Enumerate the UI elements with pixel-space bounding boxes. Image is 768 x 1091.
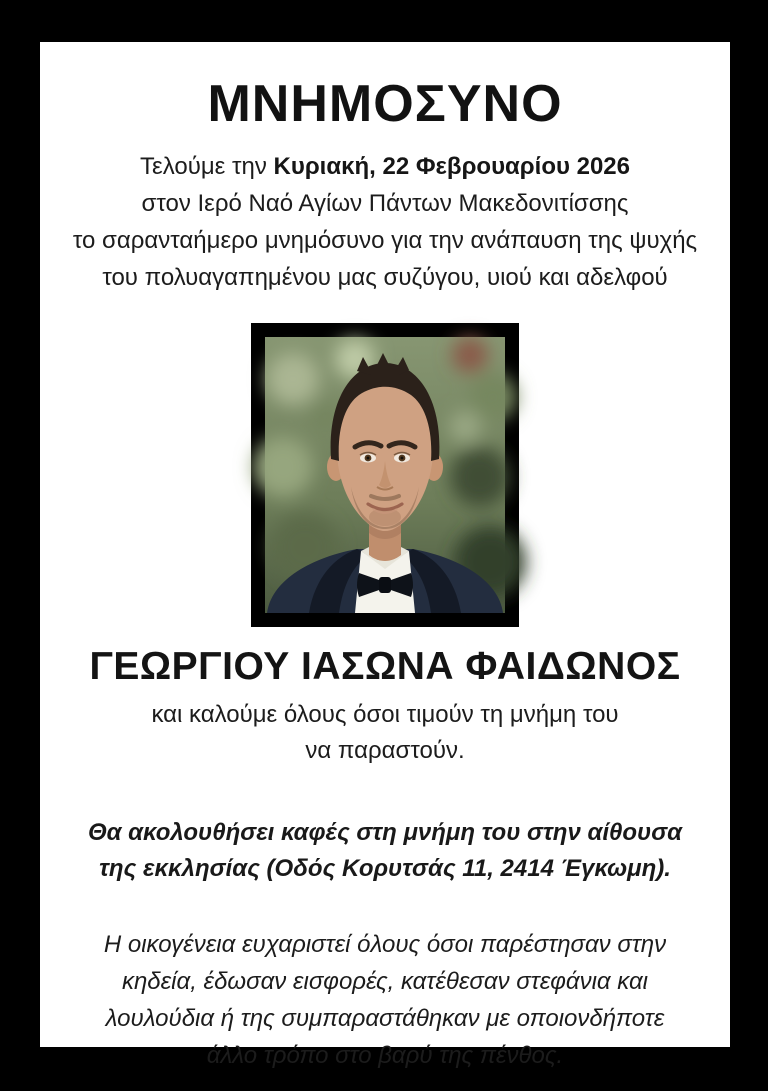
coffee-line2: της εκκλησίας (Οδός Κορυτσάς 11, 2414 Έγκωμη). — [99, 855, 671, 883]
thanks-line3: λουλούδια ή της συμπαραστάθηκαν με οποιονδήποτε — [105, 1005, 665, 1033]
thanks-line4: άλλο τρόπο στο βαρύ της πένθος. — [206, 1042, 564, 1070]
thanks-line2: κηδεία, έδωσαν εισφορές, κατέθεσαν στεφάνια και — [121, 968, 649, 996]
intro-line4: του πολυαγαπημένου μας συζύγου, υιού και αδελφού — [102, 264, 668, 292]
intro-line1-date: Κυριακή, 22 Φεβρουαρίου 2026 — [273, 153, 630, 181]
portrait-illustration — [265, 337, 505, 613]
invitation-paragraph — [40, 697, 730, 769]
intro-line3: το σαρανταήμερο μνημόσυνο για την ανάπαυση της ψυχής — [72, 227, 698, 255]
coffee-line1: Θα ακολουθήσει καφές στη μνήμη του στην αίθουσα — [87, 819, 683, 847]
memorial-card — [40, 42, 730, 1070]
family-thanks — [40, 926, 730, 1074]
memorial-title: ΜΝΗΜΟΣΥΝΟ — [207, 75, 563, 133]
invitation-line2: να παραστούν. — [305, 737, 465, 765]
thanks-line1: Η οικογένεια ευχαριστεί όλους όσοι παρέστησαν στην — [103, 931, 667, 959]
portrait-photo — [251, 323, 519, 627]
intro-paragraph — [40, 148, 730, 296]
invitation-line1: και καλούμε όλους όσοι τιμούν τη μνήμη του — [151, 701, 619, 729]
coffee-notice — [40, 815, 730, 887]
intro-line2: στον Ιερό Ναό Αγίων Πάντων Μακεδονιτίσσης — [141, 190, 629, 218]
intro-line1-regular: Τελούμε την — [139, 153, 274, 181]
deceased-name: ΓΕΩΡΓΙΟΥ ΙΑΣΩΝΑ ΦΑΙΔΩΝΟΣ — [89, 645, 681, 689]
